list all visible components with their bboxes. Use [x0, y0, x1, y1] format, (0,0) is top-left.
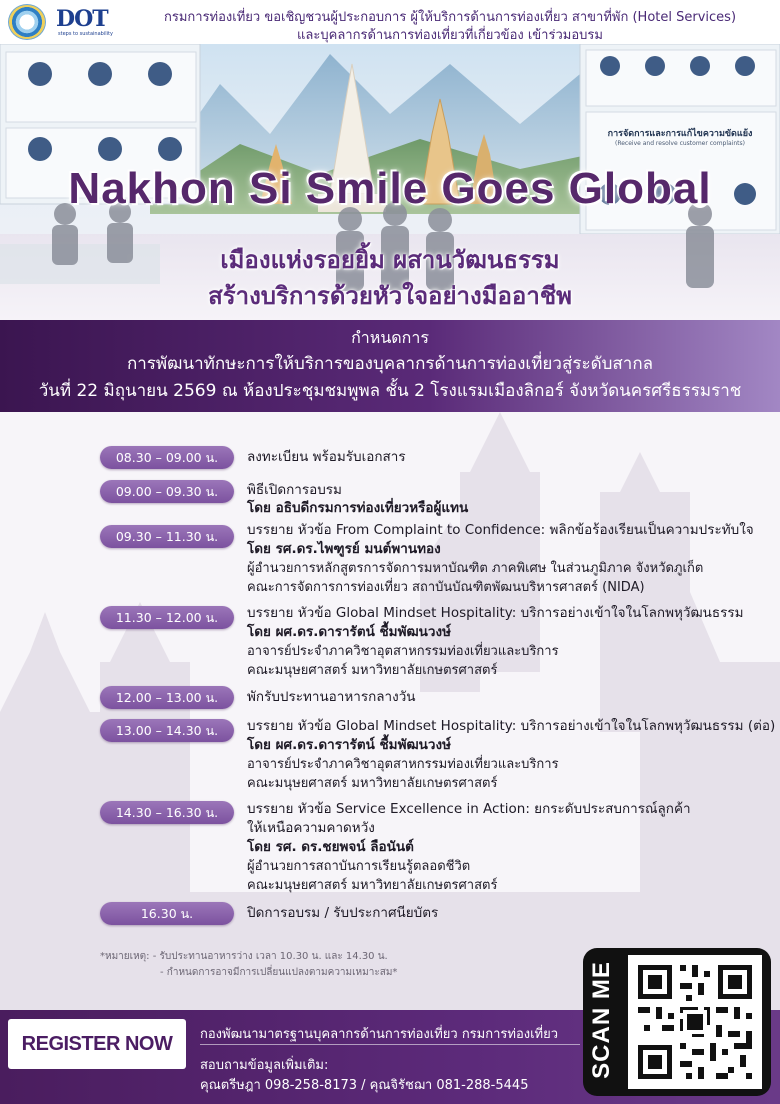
dot-logo-tagline: steps to sustainability [58, 31, 113, 37]
event-subtitle-2: สร้างบริการด้วยหัวใจอย่างมืออาชีพ [208, 282, 572, 310]
schedule-item-speaker: โดย ผศ.ดร.ดารารัตน์ ชื้มพัฒนวงษ์ [247, 737, 451, 753]
schedule-section [0, 412, 780, 1010]
board-heading: การจัดการและการแก้ไขความขัดแย้ง [607, 129, 753, 139]
organizer-name: กองพัฒนามาตรฐานบุคลากรด้านการท่องเที่ยว กรมการท่องเที่ยว [200, 1027, 559, 1042]
event-subtitle-1: เมืองแห่งรอยยิ้ม ผสานวัฒนธรรม [220, 246, 560, 274]
board-subheading: (Receive and resolve customer complaints) [615, 140, 745, 147]
event-title: Nakhon Si Smile Goes Global [68, 164, 712, 213]
time-slot-badge: 09.30 – 11.30 น. [100, 525, 234, 548]
schedule-banner [0, 320, 780, 412]
scan-me-label: SCAN ME [588, 961, 615, 1079]
schedule-item-text: พิธีเปิดการอบรม [247, 482, 342, 498]
hero-banner [0, 44, 780, 320]
schedule-heading: กำหนดการ [351, 328, 429, 347]
schedule-item-text: ลงทะเบียน พร้อมรับเอกสาร [247, 449, 406, 465]
schedule-item-text: บรรยาย หัวข้อ From Complaint to Confidence: พลิกข้อร้องเรียนเป็นความประทับใจ [247, 522, 754, 538]
note-line-2: - กำหนดการอาจมีการเปลี่ยนแปลงตามความเหมาะสม* [160, 967, 398, 978]
time-slot-badge: 11.30 – 12.00 น. [100, 606, 234, 629]
invitation-line-1: กรมการท่องเที่ยว ขอเชิญชวนผู้ประกอบการ ผู้ให้บริการด้านการท่องเที่ยว สาขาที่พัก (Hotel Services) [163, 10, 737, 25]
schedule-item-text: พักรับประทานอาหารกลางวัน [247, 689, 416, 705]
invitation-line-2: และบุคลากรด้านการท่องเที่ยวที่เกี่ยวข้อง เข้าร่วมอบรม [297, 28, 603, 43]
ministry-seal-logo [8, 4, 46, 40]
schedule-item-affiliation: ผู้อำนวยการหลักสูตรการจัดการมหาบัณฑิต ภาคพิเศษ ในส่วนภูมิภาค จังหวัดภูเก็ต [247, 561, 704, 576]
time-slot-badge: 12.00 – 13.00 น. [100, 686, 234, 709]
time-slot-badge: 14.30 – 16.30 น. [100, 801, 234, 824]
time-slot-badge: 09.00 – 09.30 น. [100, 480, 234, 503]
contact-numbers: คุณตรีษฎา 098-258-8173 / คุณจิรัชฌา 081-288-5445 [200, 1078, 529, 1093]
contact-heading: สอบถามข้อมูลเพิ่มเติม: [200, 1058, 329, 1073]
schedule-item-affiliation: คณะมนุษยศาสตร์ มหาวิทยาลัยเกษตรศาสตร์ [247, 878, 498, 893]
schedule-item-text: บรรยาย หัวข้อ Service Excellence in Action: ยกระดับประสบการณ์ลูกค้า [247, 801, 691, 817]
schedule-item-speaker: โดย อธิบดีกรมการท่องเที่ยวหรือผู้แทน [247, 500, 469, 516]
dot-logo-text: DOT [56, 6, 108, 32]
schedule-item-affiliation: คณะมนุษยศาสตร์ มหาวิทยาลัยเกษตรศาสตร์ [247, 776, 498, 791]
program-title: การพัฒนาทักษะการให้บริการของบุคลากรด้านการท่องเที่ยวสู่ระดับสากล [126, 354, 654, 374]
register-now-button[interactable]: REGISTER NOW [8, 1019, 186, 1069]
time-slot-badge: 13.00 – 14.30 น. [100, 719, 234, 742]
schedule-item-speaker: โดย รศ.ดร.ไพฑูรย์ มนต์พานทอง [247, 541, 441, 557]
schedule-item-text: ปิดการอบรม / รับประกาศนียบัตร [247, 905, 439, 921]
schedule-item-text: บรรยาย หัวข้อ Global Mindset Hospitality: บริการอย่างเข้าใจในโลกพหุวัฒนธรรม (ต่อ) [247, 718, 776, 734]
dot-logo [56, 6, 120, 40]
schedule-item-speaker: โดย ผศ.ดร.ดารารัตน์ ชื้มพัฒนวงษ์ [247, 624, 451, 640]
schedule-item-speaker: โดย รศ. ดร.ชยพจน์ ลือนันต์ [247, 839, 414, 855]
event-date-venue: วันที่ 22 มิถุนายน 2569 ณ ห้องประชุมชมพูพล ชั้น 2 โรงแรมเมืองลิกอร์ จังหวัดนครศรีธรรมราช [38, 381, 742, 401]
schedule-item-text: ให้เหนือความคาดหวัง [247, 820, 375, 836]
schedule-item-affiliation: คณะการจัดการการท่องเที่ยว สถาบันบัณฑิตพัฒนบริหารศาสตร์ (NIDA) [247, 580, 645, 595]
schedule-item-affiliation: อาจารย์ประจำภาควิชาอุตสาหกรรมท่องเที่ยวและบริการ [247, 644, 559, 659]
schedule-item-affiliation: คณะมนุษยศาสตร์ มหาวิทยาลัยเกษตรศาสตร์ [247, 663, 498, 678]
schedule-item-affiliation: ผู้อำนวยการสถาบันการเรียนรู้ตลอดชีวิต [247, 859, 471, 874]
note-line-1: *หมายเหตุ: - รับประทานอาหารว่าง เวลา 10.30 น. และ 14.30 น. [100, 951, 388, 962]
time-slot-badge: 16.30 น. [100, 902, 234, 925]
qr-code-icon [628, 955, 762, 1089]
registration-qr-code[interactable] [628, 955, 762, 1089]
schedule-item-text: บรรยาย หัวข้อ Global Mindset Hospitality: บริการอย่างเข้าใจในโลกพหุวัฒนธรรม [247, 605, 744, 621]
time-slot-badge: 08.30 – 09.00 น. [100, 446, 234, 469]
footer-divider [200, 1044, 580, 1045]
header [0, 0, 780, 44]
schedule-item-affiliation: อาจารย์ประจำภาควิชาอุตสาหกรรมท่องเที่ยวและบริการ [247, 757, 559, 772]
